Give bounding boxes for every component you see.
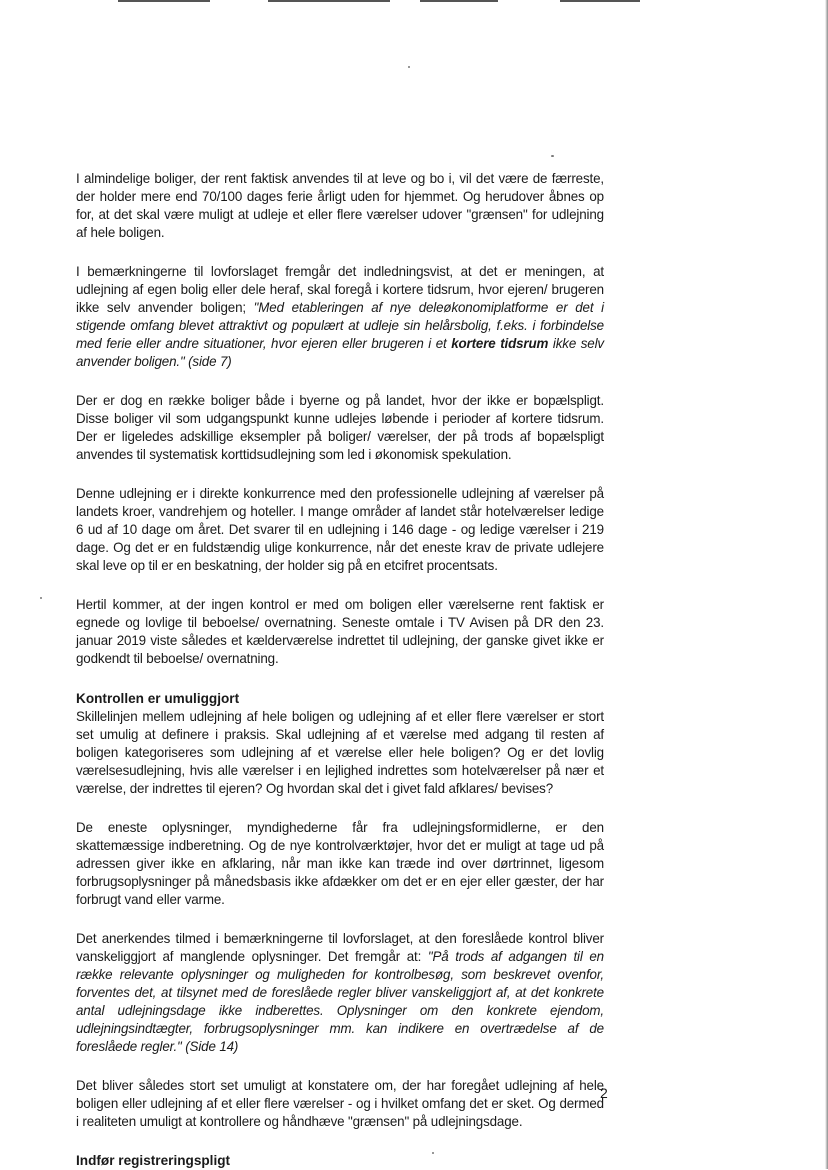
paragraph	[76, 485, 604, 575]
paragraph-text: Skillelinjen mellem udlejning af hele boligen og udlejning af et eller flere værelser er stort set umulig at definere i praksis. Skal udlejning af et værelse med adgang til resten af boligen kategoriseres som udlejning af et værelse eller hele boligen? Og er det lovlig værelsesudlejning, hvis alle værelser i en lejlighed indrettes som hotelværelser på nær et værelse, der indrettes til ejeren? Og hvordan skal det i givet fald afklares/ bevises?	[76, 709, 604, 796]
document-body	[76, 170, 612, 1170]
scan-artifact-line	[268, 0, 390, 2]
paragraph	[76, 596, 604, 668]
scan-speck	[551, 155, 554, 157]
quote-text: ikke selv anvender boligen." (side 7)	[76, 336, 604, 369]
scan-artifact-line	[118, 0, 210, 2]
paragraph-text: De eneste oplysninger, myndighederne får fra udlejningsformidlerne, er den skattemæssige indberetning. Og de nye kontrolværktøjer, hvor det er muligt at tage ud på adressen giver ikke en afklaring, når man ikke kan træde ind over dørtrinnet, ligesom forbrugsoplysninger på månedsbasis ikke afdækker om det er en ejer eller gæster, der har forbrugt vand eller varme.	[76, 820, 604, 907]
paragraph-text: Det bliver således stort set umuligt at konstatere om, der har foregået udlejning af hele boligen eller udlejning af et eller flere værelser - og i hvilket omfang det er sket. Og dermed i realiteten umuligt at kontrollere og håndhæve "grænsen" på udlejningsdage.	[76, 1078, 604, 1129]
paragraph	[76, 263, 604, 371]
paragraph-text: Denne udlejning er i direkte konkurrence med den professionelle udlejning af værelser på landets kroer, vandrehjem og hoteller. I mange områder af landet står hotelværelser ledige 6 ud af 10 dage om året. Det svarer til en udlejning i 146 dage - og ledige værelser i 219 dage. Og det er en fuldstændig ulige konkurrence, når det eneste krav de private udlejere skal leve op til er en beskatning, der holder sig på en etcifret procentsats.	[76, 486, 604, 573]
quote-emphasis: kortere tidsrum	[451, 336, 549, 351]
paragraph	[76, 708, 604, 798]
paragraph-text: Hertil kommer, at der ingen kontrol er med om boligen eller værelserne rent faktisk er egnede og lovlige til beboelse/ overnatning. Seneste omtale i TV Avisen på DR den 23. januar 2019 viste således et kælderværelse indrettet til udlejning, der ganske givet ikke er godkendt til beboelse/ overnatning.	[76, 597, 604, 666]
scan-artifact-line	[560, 0, 640, 2]
paragraph	[76, 930, 604, 1056]
paragraph	[76, 392, 604, 464]
section-heading: Indfør registreringspligt	[76, 1153, 231, 1168]
scan-artifact-line	[420, 0, 498, 2]
quote-text: "På trods af adgangen til en række relevante oplysninger og muligheden for kontrolbesøg, som beskrevet ovenfor, forventes det, at tilsynet med de foreslåede regler bliver vanskeliggjort af, at det konkrete antal udlejningsdage ikke indberettes. Oplysninger om den konkrete ejendom, udlejningsindtægter, forbrugsoplysninger mm. kan indikere en overtrædelse af de foreslåede regler." (Side 14)	[76, 949, 604, 1054]
paragraph	[76, 170, 604, 242]
paragraph	[76, 819, 604, 909]
scan-speck	[408, 66, 410, 68]
paragraph	[76, 1077, 604, 1131]
paragraph-text: Det anerkendes tilmed i bemærkningerne til lovforslaget, at den foreslåede kontrol bliver vanskeliggjort af manglende oplysninger. Det fremgår at:	[76, 931, 604, 964]
page-number: 2	[600, 1085, 608, 1101]
section-heading: Kontrollen er umuliggjort	[76, 691, 240, 706]
paragraph-text: I almindelige boliger, der rent faktisk anvendes til at leve og bo i, vil det være de færreste, der holder mere end 70/100 dages ferie årligt uden for hjemmet. Og herudover åbnes op for, at det skal være muligt at udleje et eller flere værelser udover "grænsen" for udlejning af hele boligen.	[76, 171, 604, 240]
scan-speck	[40, 597, 42, 599]
paragraph-text: Der er dog en række boliger både i byerne og på landet, hvor der ikke er bopælspligt. Disse boliger vil som udgangspunkt kunne udlejes løbende i perioder af kortere tidsrum. Der er ligeledes adskillige eksempler på boliger/ værelser, der på trods af bopælspligt anvendes til systematisk korttidsudlejning som led i økonomisk spekulation.	[76, 393, 604, 462]
quote-text: "Med etableringen af nye deleøkonomiplatforme er det i stigende omfang blevet attraktivt og populært at udleje sin helårsbolig, f.eks. i forbindelse med ferie eller andre situationer, hvor ejeren eller brugeren i et	[76, 300, 604, 351]
paragraph-text: I bemærkningerne til lovforslaget fremgår det indledningsvist, at det er meningen, at udlejning af egen bolig eller dele heraf, skal foregå i kortere tidsrum, hvor ejeren/ brugeren ikke selv anvender boligen;	[76, 264, 604, 315]
